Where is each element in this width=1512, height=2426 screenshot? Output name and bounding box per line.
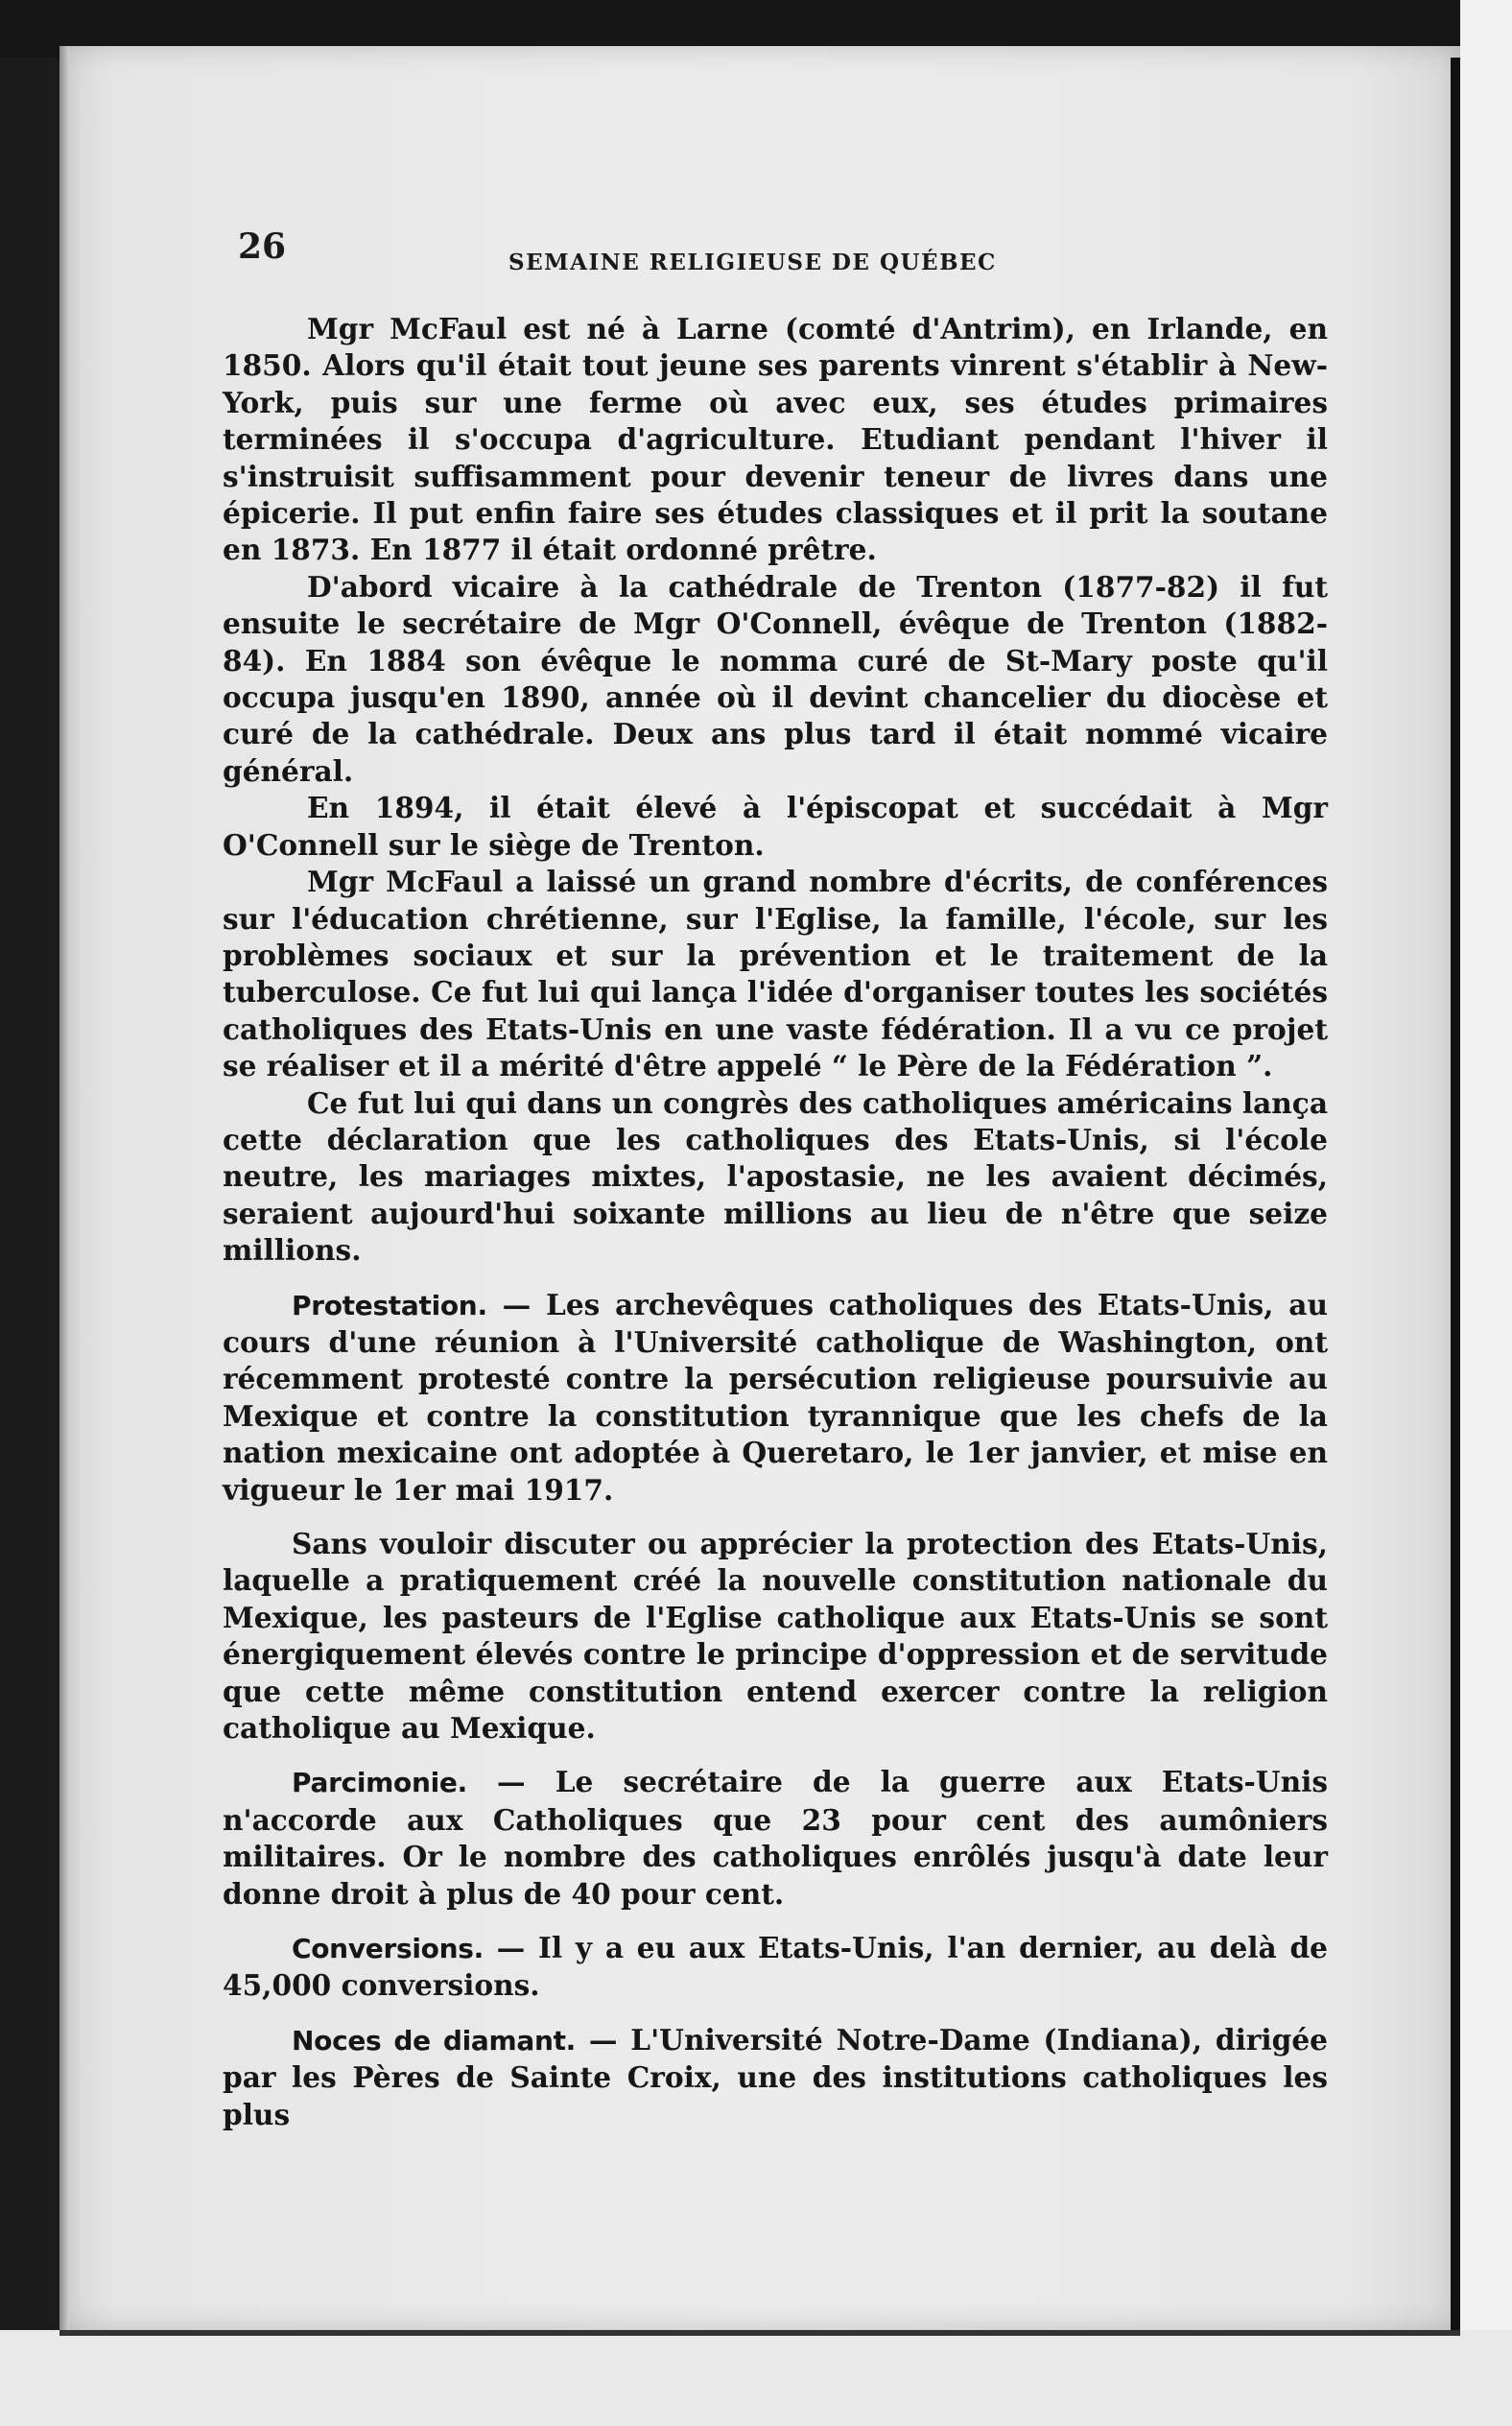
rubric-heading: Conversions. <box>292 1933 484 1965</box>
paragraph-text: Sans vouloir discuter ou apprécier la protection des Etats-Unis, laquelle a pratiquement créé la nouvelle constitution nationale du Mexique, les pasteurs de l'Eglise catholique aux Etats-Unis se sont énergiquement élevés contre le principe d'oppression et de servitude que cette même constitution entend exercer contre la religion catholique au Mexique. <box>223 1527 1328 1746</box>
running-title: SEMAINE RELIGIEUSE DE QUÉBEC <box>508 250 997 275</box>
rubric-heading: Protestation. <box>292 1289 487 1321</box>
rubric-heading: Parcimonie. <box>292 1767 467 1799</box>
paragraph-text: En 1894, il était élevé à l'épiscopat et succédait à Mgr O'Connell sur le siège de Trenton. <box>223 791 1328 862</box>
paragraph-text: Mgr McFaul a laissé un grand nombre d'écrits, de conférences sur l'éducation chrétienne, sur l'Eglise, la famille, l'école, sur les problèmes sociaux et sur la prévention et le traitement de la tuberculose. Ce fut lui qui lança l'idée d'organiser toutes les sociétés catholiques des Etats-Unis en une vaste fédération. Il a vu ce projet se réaliser et il a mérité d'être appelé “ le Père de la Fédération ”. <box>223 865 1328 1083</box>
paragraph-text: — Les archevêques catholiques des Etats-Unis, au cours d'une réunion à l'Université catholique de Washington, ont récemment protesté contre la persécution religieuse poursuivie au Mexique et contre la constitution tyrannique que les chefs de la nation mexicaine ont adoptée à Queretaro, le 1er janvier, et mise en vigueur le 1er mai 1917. <box>223 1287 1328 1507</box>
page-gutter-shadow <box>59 46 69 2330</box>
paragraph <box>223 1526 1328 1747</box>
paragraph-conversions <box>223 1930 1328 2005</box>
scan-margin-right <box>1460 0 1512 2426</box>
paragraph-text: Mgr McFaul est né à Larne (comté d'Antrim), en Irlande, en 1850. Alors qu'il était tout jeune ses parents vinrent s'établir à New-York, puis sur une ferme où avec eux, ses études primaires terminées il s'occupa d'agriculture. Etudiant pendant l'hiver il s'instruisit suffisamment pour devenir teneur de livres dans une épicerie. Il put enfin faire ses études classiques et il prit la soutane en 1873. En 1877 il était ordonné prêtre. <box>223 312 1328 567</box>
page-number: 26 <box>238 226 287 267</box>
paragraph <box>223 790 1328 864</box>
paragraph-protestation <box>223 1287 1328 1509</box>
paragraph-parcimonie <box>223 1764 1328 1913</box>
paragraph-text: — Il y a eu aux Etats-Unis, l'an dernier, au delà de 45,000 conversions. <box>223 1931 1328 2003</box>
scan-margin-bottom <box>0 2330 1512 2426</box>
paragraph-text: — Le secrétaire de la guerre aux Etats-Unis n'accorde aux Catholiques que 23 pour cent des aumôniers militaires. Or le nombre des catholiques enrôlés jusqu'à date leur donne droit à plus de 40 pour cent. <box>223 1765 1328 1911</box>
paragraph <box>223 1085 1328 1270</box>
paragraph <box>223 864 1328 1084</box>
paragraph <box>223 569 1328 790</box>
paragraph-noces-de-diamant <box>223 2022 1328 2133</box>
page-header <box>238 226 1332 274</box>
paragraph <box>223 311 1328 569</box>
rubric-heading: Noces de diamant. <box>292 2024 576 2057</box>
paragraph-text: — L'Université Notre-Dame (Indiana), dirigée par les Pères de Sainte Croix, une des institutions catholiques les plus <box>223 2022 1328 2131</box>
paragraph-text: Ce fut lui qui dans un congrès des catholiques américains lança cette déclaration que les catholiques des Etats-Unis, si l'école neutre, les mariages mixtes, l'apostasie, ne les avaient décimés, seraient aujourd'hui soixante millions au lieu de n'être que seize millions. <box>223 1085 1328 1268</box>
page-body <box>223 311 1328 2133</box>
scan-frame-bottom <box>59 2330 1460 2336</box>
paragraph-text: D'abord vicaire à la cathédrale de Trenton (1877-82) il fut ensuite le secrétaire de Mgr O'Connell, évêque de Trenton (1882-84). En 1884 son évêque le nomma curé de St-Mary poste qu'il occupa jusqu'en 1890, année où il devint chancelier du diocèse et curé de la cathédrale. Deux ans plus tard il était nommé vicaire général. <box>223 569 1328 788</box>
